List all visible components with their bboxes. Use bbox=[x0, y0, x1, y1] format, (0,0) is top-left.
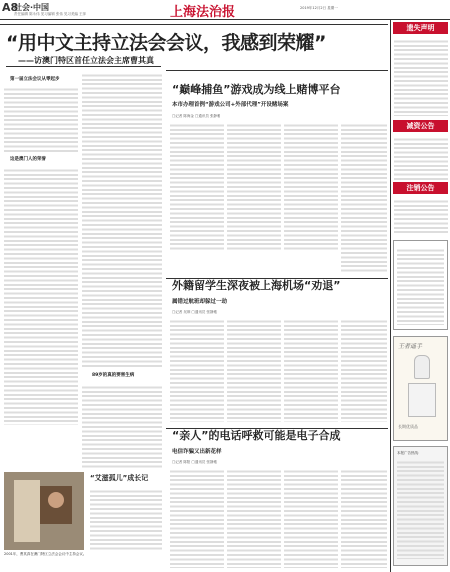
fraud-side-heading: 89岁的真的要害生病 bbox=[92, 373, 135, 378]
lead-column-3 bbox=[82, 384, 162, 470]
lead-section-heading: 这是澳门人的荣誉 bbox=[10, 157, 46, 163]
masthead bbox=[0, 0, 450, 20]
notice-header: 减资公告 bbox=[393, 120, 448, 132]
sidebar-divider bbox=[390, 20, 391, 572]
students-column-4 bbox=[341, 318, 387, 422]
notice-text bbox=[394, 198, 448, 234]
photo-caption: 2001年，曹其真在澳门特区立法会会议中主持会议。 bbox=[4, 552, 87, 556]
fraud-column-3 bbox=[284, 468, 338, 568]
divider bbox=[0, 24, 388, 25]
text-block bbox=[4, 277, 78, 425]
text-block bbox=[4, 86, 78, 152]
students-subhead: 属错过航班却躲过一劫 bbox=[172, 299, 228, 305]
gaming-column-2 bbox=[227, 122, 281, 250]
lead-photo bbox=[4, 472, 84, 550]
text-block bbox=[4, 167, 78, 277]
students-headline: 外籍留学生深夜被上海机场“劝退” bbox=[172, 279, 341, 292]
fraud-byline: □记者 陈阳 □通讯员 张静雅 bbox=[172, 460, 217, 464]
students-column-2 bbox=[227, 318, 281, 422]
students-byline: □记者 吴荆 □通讯员 张静雅 bbox=[172, 310, 217, 314]
gaming-column-4 bbox=[341, 122, 387, 272]
fraud-column-2 bbox=[227, 468, 281, 568]
lead-subhead: ——访澳门特区首任立法会主席曹其真 bbox=[18, 56, 154, 65]
fraud-column-1 bbox=[170, 468, 224, 568]
newspaper-logo: 上海法治报 bbox=[170, 5, 236, 20]
feature-heading: “艾滋孤儿”成长记 bbox=[90, 474, 149, 482]
ad-box bbox=[393, 240, 448, 330]
students-column-3 bbox=[284, 318, 338, 422]
gaming-subhead: 本市办理首例“游戏公司+外部代理”开设赌场案 bbox=[172, 102, 289, 108]
gaming-headline: “巅峰捕鱼”游戏成为线上赌博平台 bbox=[172, 83, 341, 96]
notice-header: 遗失声明 bbox=[393, 22, 448, 34]
students-column-1 bbox=[170, 318, 224, 422]
notice-header: 注销公告 bbox=[393, 182, 448, 194]
gaming-column-1 bbox=[170, 122, 224, 250]
toilet-image bbox=[414, 355, 430, 379]
toilet-image bbox=[408, 383, 436, 417]
dateline: 2019年12月2日 星期一 bbox=[300, 6, 338, 10]
fraud-column-4 bbox=[341, 468, 387, 568]
ad-tag: 长期优质品 bbox=[398, 424, 418, 429]
fraud-subhead: 电信诈骗又出新花样 bbox=[172, 449, 222, 455]
feature-text bbox=[90, 488, 162, 550]
gaming-column-3 bbox=[284, 122, 338, 250]
notice-text bbox=[394, 136, 448, 180]
divider bbox=[166, 70, 388, 71]
fraud-headline: “亲人”的电话呼救可能是电子合成 bbox=[172, 429, 341, 442]
editor-credits: 责任编辑 陈永伟 见习编辑 张伟 见习美编 王萍 bbox=[14, 12, 87, 16]
ad-title: 王者遥手 bbox=[398, 343, 423, 350]
lead-section-heading: 第一届立法会议从零起步 bbox=[10, 77, 60, 82]
divider bbox=[6, 66, 161, 67]
lead-headline: “用中文主持立法会会议，我感到荣耀” bbox=[6, 32, 326, 54]
notice-text bbox=[394, 38, 448, 116]
hotline-label: 本报广告热线： bbox=[397, 451, 422, 455]
ad-panel bbox=[393, 336, 448, 441]
lead-column-2 bbox=[82, 72, 162, 368]
lead-column-1 bbox=[4, 72, 78, 447]
section-number: A8 bbox=[2, 1, 19, 14]
gaming-byline: □记者 陈海金 □通讯员 张静雅 bbox=[172, 114, 221, 118]
hotline-box bbox=[393, 446, 448, 566]
section-name: 社会·中国 bbox=[14, 3, 50, 12]
